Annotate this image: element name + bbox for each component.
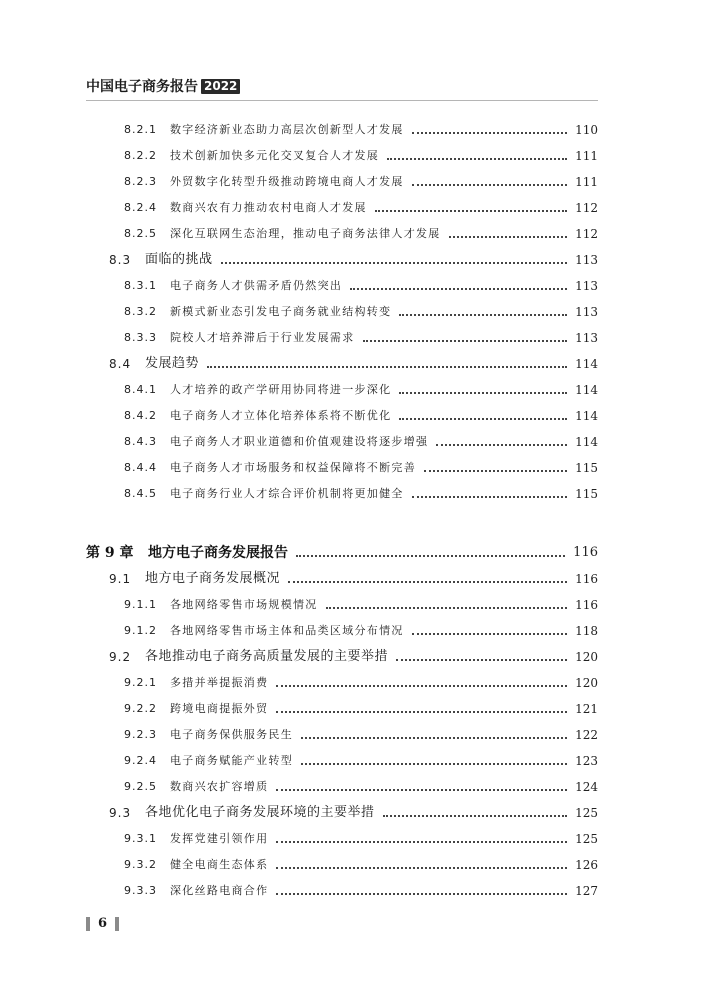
toc-subsection-entry [0,224,710,244]
toc-section-entry [0,569,710,589]
toc-entry-number: 8.4.3 [124,435,157,448]
toc-entry-number: 9.3.2 [124,858,157,871]
toc-subsection-entry [0,458,710,478]
toc-entry-page: 115 [575,461,598,475]
toc-entry-number: 9.1 [109,572,132,586]
toc-entry-page: 112 [575,227,598,241]
toc-entry-title: 电子商务人才立体化培养体系将不断优化 [170,409,392,422]
toc-entry-number: 8.2.3 [124,175,157,188]
toc-subsection-entry [0,751,710,771]
toc-subsection-entry [0,621,710,641]
toc-entry-number: 8.2.2 [124,149,157,162]
toc-entry-page: 123 [575,754,598,768]
toc-entry-title: 跨境电商提振外贸 [170,702,269,715]
toc-entry-page: 116 [573,545,598,560]
toc-dot-leader [276,893,567,895]
toc-entry-number: 9.1.2 [124,624,157,637]
toc-subsection-entry [0,380,710,400]
footer-right-bar [115,917,119,931]
toc-entry-title: 各地网络零售市场主体和品类区域分布情况 [170,624,404,637]
toc-entry-title: 电子商务人才供需矛盾仍然突出 [170,279,343,292]
toc-entry-page: 124 [575,780,598,794]
toc-dot-leader [276,789,567,791]
toc-subsection-entry [0,829,710,849]
toc-entry-number: 9.2.1 [124,676,157,689]
toc-entry-number: 8.2.4 [124,201,157,214]
toc-entry-page: 113 [575,331,598,345]
toc-entry-title: 电子商务人才市场服务和权益保障将不断完善 [170,461,416,474]
toc-entry-title: 健全电商生态体系 [170,858,269,871]
toc-subsection-entry [0,146,710,166]
toc-entry-title: 外贸数字化转型升级推动跨境电商人才发展 [170,175,404,188]
toc-subsection-entry [0,673,710,693]
toc-entry-page: 114 [575,383,598,397]
toc-entry-page: 115 [575,487,598,501]
toc-entry-page: 112 [575,201,598,215]
toc-entry-page: 113 [575,253,598,267]
toc-subsection-entry [0,328,710,348]
toc-subsection-entry [0,432,710,452]
toc-dot-leader [301,737,567,739]
toc-subsection-entry [0,881,710,901]
toc-entry-page: 125 [575,806,598,820]
toc-entry-number: 8.4.4 [124,461,157,474]
toc-entry-title: 发挥党建引领作用 [170,832,269,845]
toc-dot-leader [221,262,567,264]
toc-entry-page: 113 [575,279,598,293]
toc-entry-number: 9.1.1 [124,598,157,611]
toc-dot-leader [276,867,567,869]
toc-entry-title: 深化丝路电商合作 [170,884,269,897]
toc-entry-page: 116 [575,572,598,586]
toc-subsection-entry [0,725,710,745]
toc-entry-page: 111 [575,149,598,163]
toc-entry-page: 110 [575,123,598,137]
toc-entry-title: 地方电子商务发展概况 [145,571,281,586]
toc-entry-page: 118 [575,624,598,638]
toc-dot-leader [399,392,567,394]
toc-dot-leader [387,158,567,160]
toc-dot-leader [396,659,567,661]
toc-dot-leader [436,444,567,446]
toc-section-entry [0,354,710,374]
report-title: 中国电子商务报告 [86,79,198,95]
toc-dot-leader [424,470,567,472]
toc-subsection-entry [0,699,710,719]
toc-dot-leader [350,288,567,290]
toc-entry-number: 9.2.4 [124,754,157,767]
toc-dot-leader [449,236,567,238]
toc-dot-leader [301,763,567,765]
toc-entry-title: 电子商务赋能产业转型 [170,754,293,767]
toc-chapter-entry [0,543,710,563]
toc-entry-title: 技术创新加快多元化交叉复合人才发展 [170,149,380,162]
toc-entry-page: 126 [575,858,598,872]
toc-entry-number: 9.2.3 [124,728,157,741]
running-header [86,76,240,96]
toc-entry-number: 8.3.2 [124,305,157,318]
toc-entry-number: 8.3.1 [124,279,157,292]
toc-dot-leader [276,841,567,843]
toc-dot-leader [399,314,567,316]
report-year-badge: 2022 [201,79,240,94]
toc-dot-leader [412,132,567,134]
toc-entry-number: 9.2.2 [124,702,157,715]
toc-entry-title: 新模式新业态引发电子商务就业结构转变 [170,305,392,318]
toc-entry-number: 第 9 章 [86,545,134,561]
toc-entry-number: 8.4.5 [124,487,157,500]
toc-entry-page: 120 [575,676,598,690]
page-footer [86,916,119,931]
toc-dot-leader [276,685,567,687]
toc-entry-number: 8.4.1 [124,383,157,396]
toc-dot-leader [412,496,567,498]
toc-subsection-entry [0,595,710,615]
toc-entry-number: 8.4 [109,357,132,371]
toc-dot-leader [276,711,567,713]
toc-entry-page: 114 [575,435,598,449]
toc-entry-page: 116 [575,598,598,612]
toc-entry-number: 9.3.1 [124,832,157,845]
toc-entry-page: 111 [575,175,598,189]
header-rule [86,100,598,101]
toc-entry-page: 113 [575,305,598,319]
toc-entry-page: 125 [575,832,598,846]
toc-subsection-entry [0,120,710,140]
toc-entry-page: 121 [575,702,598,716]
toc-dot-leader [296,555,565,557]
toc-entry-number: 8.2.1 [124,123,157,136]
toc-entry-title: 各地网络零售市场规模情况 [170,598,318,611]
toc-entry-title: 数商兴农有力推动农村电商人才发展 [170,201,367,214]
toc-dot-leader [207,366,567,368]
toc-entry-title: 电子商务保供服务民生 [170,728,293,741]
toc-dot-leader [375,210,567,212]
toc-entry-page: 114 [575,357,598,371]
toc-entry-number: 9.2 [109,650,132,664]
toc-entry-title: 各地推动电子商务高质量发展的主要举措 [145,649,389,664]
toc-entry-title: 电子商务人才职业道德和价值观建设将逐步增强 [170,435,429,448]
toc-entry-number: 9.3 [109,806,132,820]
toc-entry-title: 发展趋势 [145,356,200,371]
toc-entry-title: 数字经济新业态助力高层次创新型人才发展 [170,123,404,136]
toc-entry-number: 9.3.3 [124,884,157,897]
toc-subsection-entry [0,172,710,192]
toc-section-entry [0,803,710,823]
toc-entry-number: 9.2.5 [124,780,157,793]
toc-entry-page: 122 [575,728,598,742]
toc-entry-title: 深化互联网生态治理，推动电子商务法律人才发展 [170,227,441,240]
toc-entry-title: 人才培养的政产学研用协同将进一步深化 [170,383,392,396]
toc-entry-title: 多措并举提振消费 [170,676,269,689]
toc-dot-leader [399,418,567,420]
toc-section-entry [0,250,710,270]
toc-entry-title: 电子商务行业人才综合评价机制将更加健全 [170,487,404,500]
toc-subsection-entry [0,276,710,296]
toc-dot-leader [288,581,567,583]
toc-entry-title: 数商兴农扩容增质 [170,780,269,793]
toc-subsection-entry [0,198,710,218]
toc-dot-leader [363,340,567,342]
toc-subsection-entry [0,855,710,875]
toc-entry-number: 8.3.3 [124,331,157,344]
toc-dot-leader [326,607,567,609]
toc-section-entry [0,647,710,667]
toc-entry-page: 127 [575,884,598,898]
toc-subsection-entry [0,777,710,797]
toc-entry-number: 8.2.5 [124,227,157,240]
toc-subsection-entry [0,484,710,504]
toc-dot-leader [412,633,567,635]
toc-entry-title: 院校人才培养滞后于行业发展需求 [170,331,355,344]
toc-dot-leader [412,184,567,186]
toc-entry-page: 114 [575,409,598,423]
toc-entry-number: 8.4.2 [124,409,157,422]
toc-entry-number: 8.3 [109,253,132,267]
toc-entry-title: 各地优化电子商务发展环境的主要举措 [145,805,375,820]
toc-dot-leader [383,815,567,817]
page-number: 6 [98,916,108,931]
toc-subsection-entry [0,302,710,322]
footer-left-bar [86,917,90,931]
toc-entry-page: 120 [575,650,598,664]
toc-entry-title: 地方电子商务发展报告 [148,545,288,561]
toc-entry-title: 面临的挑战 [145,252,213,267]
toc-subsection-entry [0,406,710,426]
